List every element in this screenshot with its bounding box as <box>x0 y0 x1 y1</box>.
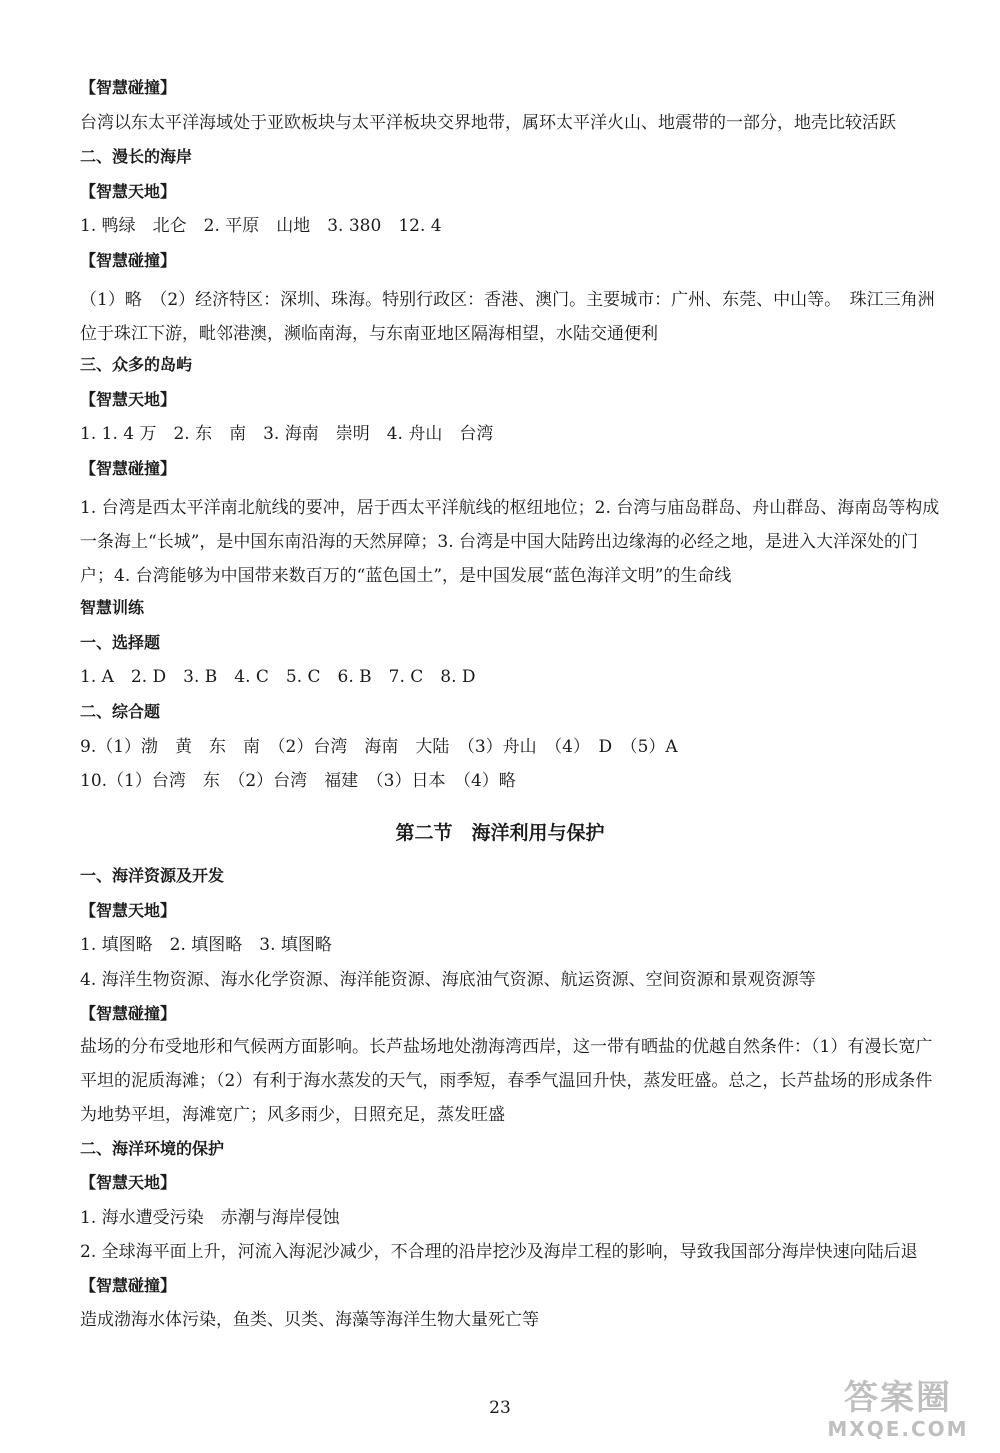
subsection-heading: 三、众多的岛屿 <box>80 355 193 374</box>
heading-wisdom-collision: 【智慧碰撞】 <box>80 251 177 270</box>
answer-text: 1. 1. 4 万 2. 东 南 3. 海南 崇明 4. 舟山 台湾 <box>80 424 494 444</box>
heading-wisdom-world: 【智慧天地】 <box>80 390 177 409</box>
heading-wisdom-collision: 【智慧碰撞】 <box>80 1004 177 1023</box>
answer-text: 2. 全球海平面上升，河流入海泥沙减少，不合理的沿岸挖沙及海岸工程的影响，导致我国部分海岸快速向陆后退 <box>80 1242 918 1262</box>
answer-text: 台湾以东太平洋海域处于亚欧板块与太平洋板块交界地带，属环太平洋火山、地震带的一部分，地壳比较活跃 <box>80 113 896 133</box>
heading-wisdom-world: 【智慧天地】 <box>80 182 177 201</box>
answer-text: 4. 海洋生物资源、海水化学资源、海洋能资源、海底油气资源、航运资源、空间资源和景观资源等 <box>80 970 816 990</box>
subsection-heading: 二、综合题 <box>80 702 161 721</box>
answer-text: 造成渤海水体污染，鱼类、贝类、海藻等海洋生物大量死亡等 <box>80 1310 539 1330</box>
answer-text: 10.（1）台湾 东 （2）台湾 福建 （3）日本 （4）略 <box>80 771 516 791</box>
watermark-logo <box>808 1378 988 1448</box>
subsection-heading: 一、选择题 <box>80 633 161 652</box>
watermark-url: MXQE.COM <box>827 1417 969 1441</box>
heading-wisdom-collision: 【智慧碰撞】 <box>80 459 177 478</box>
subsection-heading: 一、海洋资源及开发 <box>80 866 225 885</box>
heading-wisdom-collision: 【智慧碰撞】 <box>80 78 177 97</box>
subsection-heading: 二、海洋环境的保护 <box>80 1139 225 1158</box>
answer-text: 1. 填图略 2. 填图略 3. 填图略 <box>80 935 332 955</box>
training-heading: 智慧训练 <box>80 598 145 617</box>
heading-wisdom-world: 【智慧天地】 <box>80 1173 177 1192</box>
section-title: 第二节 海洋利用与保护 <box>395 822 605 844</box>
answer-paragraph: （1）略 （2）经济特区：深圳、珠海。特别行政区：香港、澳门。主要城市：广州、东莞、中山等。 珠江三角洲位于珠江下游，毗邻港澳，濒临南海，与东南亚地区隔海相望，水陆交通便利 <box>80 290 935 344</box>
answer-text: 1. 鸭绿 北仑 2. 平原 山地 3. 380 12. 4 <box>80 216 442 236</box>
page-number: 23 <box>489 1398 511 1418</box>
watermark-title: 答案圈 <box>844 1378 952 1418</box>
subsection-heading: 二、漫长的海岸 <box>80 147 193 166</box>
heading-wisdom-world: 【智慧天地】 <box>80 901 177 920</box>
answer-text: 1. A 2. D 3. B 4. C 5. C 6. B 7. C 8. D <box>80 667 476 687</box>
answer-text: 9.（1）渤 黄 东 南 （2）台湾 海南 大陆 （3）舟山 （4） D （5）A <box>80 737 678 757</box>
heading-wisdom-collision: 【智慧碰撞】 <box>80 1276 177 1295</box>
answer-paragraph: 盐场的分布受地形和气候两方面影响。长芦盐场地处渤海湾西岸，这一带有晒盐的优越自然条件：（1）有漫长宽广平坦的泥质海滩；（2）有利于海水蒸发的天气，雨季短，春季气温回升快，蒸发旺盛。总之，长芦盐场的形成条件为地势平坦，海滩宽广；风多雨少，日照充足，蒸发旺盛 <box>80 1037 933 1125</box>
answer-text: 1. 海水遭受污染 赤潮与海岸侵蚀 <box>80 1208 340 1228</box>
answer-paragraph: 1. 台湾是西太平洋南北航线的要冲，居于西太平洋航线的枢纽地位；2. 台湾与庙岛群岛、舟山群岛、海南岛等构成一条海上“长城”，是中国东南沿海的天然屏障；3. 台湾是中国大陆跨出边缘海的必经之地，是进入大洋深处的门户；4. 台湾能够为中国带来数百万的“蓝色国土”，是中国发展“蓝色海洋文明”的生命线 <box>80 498 940 586</box>
